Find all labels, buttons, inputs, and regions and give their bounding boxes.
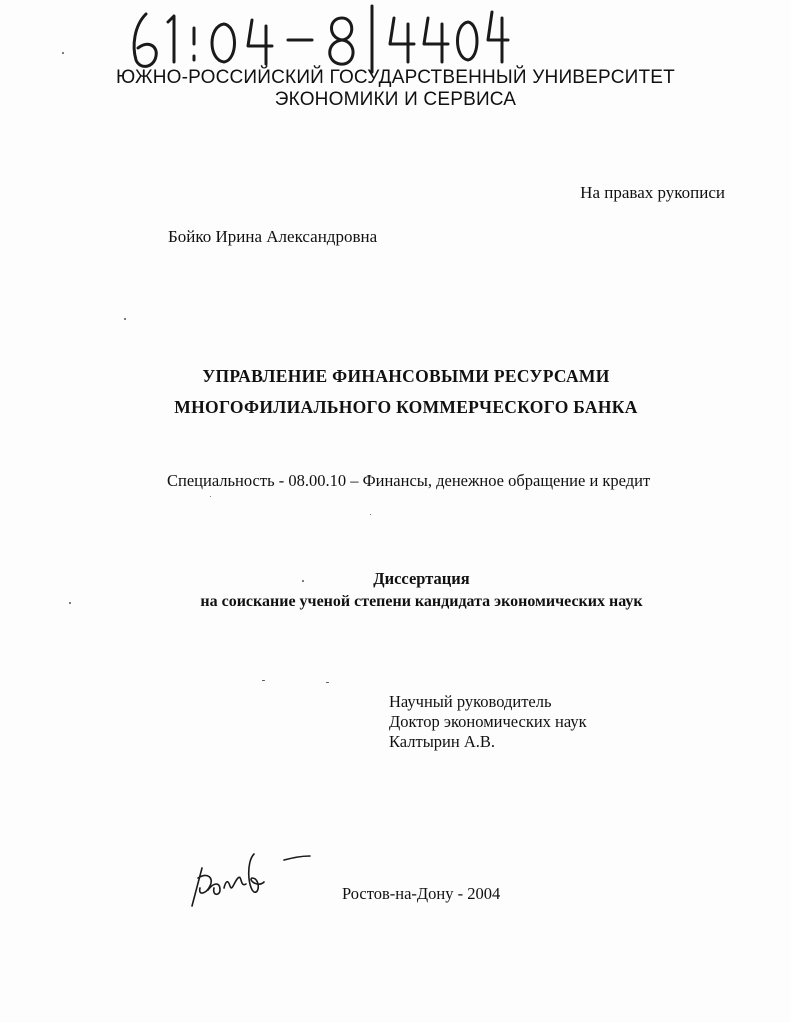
scan-speck: [262, 680, 265, 681]
scan-speck: [302, 580, 304, 582]
university-name-line2: ЭКОНОМИКИ И СЕРВИСА: [274, 89, 517, 110]
rights-note: На правах рукописи: [580, 183, 725, 202]
author-name: Бойко Ирина Александровна: [168, 227, 378, 246]
dissertation-heading: Диссертация: [373, 569, 470, 588]
thesis-title-line2: МНОГОФИЛИАЛЬНОГО КОММЕРЧЕСКОГО БАНКА: [174, 397, 638, 417]
author-signature: [188, 838, 318, 913]
scan-speck: [124, 318, 126, 320]
scan-speck: [69, 602, 71, 604]
signature-drawing: [188, 838, 318, 913]
supervisor-degree: Доктор экономических наук: [389, 712, 587, 731]
dissertation-subheading: на соискание ученой степени кандидата экономических наук: [200, 593, 643, 610]
scan-speck: [370, 514, 371, 515]
supervisor-name: Калтырин А.В.: [389, 732, 495, 751]
scan-speck: [62, 52, 64, 54]
university-name-line1: ЮЖНО-РОССИЙСКИЙ ГОСУДАРСТВЕННЫЙ УНИВЕРСИТЕТ: [116, 67, 675, 88]
archive-code-drawing: [128, 4, 508, 74]
scan-speck: [326, 682, 329, 683]
specialty-line: Специальность - 08.00.10 – Финансы, денежное обращение и кредит: [167, 471, 651, 490]
thesis-title-line1: УПРАВЛЕНИЕ ФИНАНСОВЫМИ РЕСУРСАМИ: [202, 366, 610, 386]
archive-code-handwritten: [128, 4, 508, 74]
scan-speck: [210, 496, 211, 497]
supervisor-role: Научный руководитель: [389, 692, 552, 711]
city-and-year: Ростов-на-Дону - 2004: [342, 884, 501, 903]
